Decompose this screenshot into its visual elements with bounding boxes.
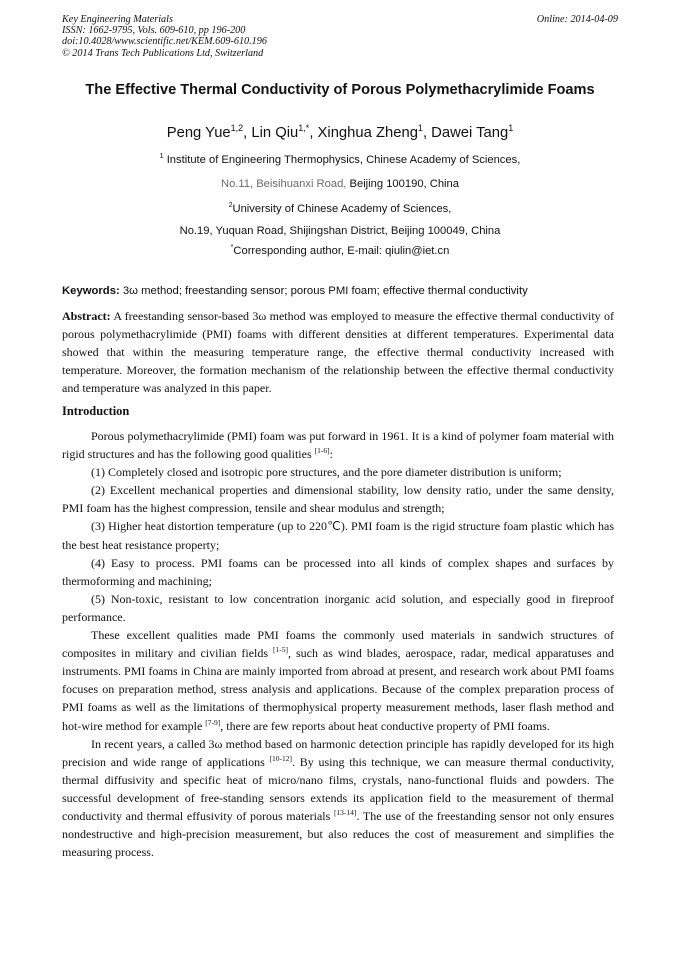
author-affiliation-mark: 1,* [298, 123, 310, 133]
affiliation-mark: 1 [159, 153, 164, 160]
citation: [7-9] [205, 717, 221, 727]
paper-title: The Effective Thermal Conductivity of Porous Polymethacrylimide Foams [85, 82, 595, 98]
author-list [62, 124, 618, 142]
journal-name: Key Engineering Materials [62, 14, 173, 25]
quality-item-2: (2) Excellent mechanical properties and dimensional stability, low density ratio, under the same density, PMI foam has the highest compression, tensile and shear modulus and strength; [62, 483, 614, 516]
author-name: Dawei Tang [431, 125, 509, 141]
doi-line: doi:10.4028/www.scientific.net/KEM.609-610.196 [62, 36, 267, 48]
affiliation-2-line-2: No.19, Yuquan Road, Shijingshan District, Beijing 100049, China [179, 225, 501, 237]
paragraph-text: Porous polymethacrylimide (PMI) foam was put forward in 1961. It is a kind of polymer foam material with rigid structures and has the following good qualities [62, 429, 614, 462]
paragraph-text: In recent years, a called 3ω method based on harmonic detection principle has rapidly developed for its high precision and wide range of applications [62, 736, 614, 769]
quality-item-4: (4) Easy to process. PMI foams can be processed into all kinds of complex shapes and surfaces by thermoforming and machining; [62, 555, 614, 588]
affiliation-city: Beijing 100190, China [346, 178, 459, 190]
author-separator: , [309, 125, 318, 141]
corresponding-text: Corresponding author, E-mail: qiulin@iet.cn [233, 245, 450, 257]
intro-paragraph-3 [62, 735, 614, 862]
author-affiliation-mark: 1,2 [230, 123, 244, 133]
affiliation-1-line-1 [62, 153, 618, 167]
author-affiliation-mark: 1 [508, 123, 514, 133]
corresponding-mark: * [230, 244, 234, 251]
keywords-text: 3ω method; freestanding sensor; porous PMI foam; effective thermal conductivity [119, 285, 528, 297]
affiliation-text: University of Chinese Academy of Sciences, [232, 203, 452, 215]
quality-item-5: (5) Non-toxic, resistant to low concentration inorganic acid solution, and especially good in fireproof performance. [62, 591, 614, 624]
keywords-line [62, 284, 618, 298]
keywords-label: Keywords: [62, 285, 120, 297]
author-name: Xinghua Zheng [317, 125, 418, 141]
issn-line: ISSN: 1662-9795, Vols. 609-610, pp 196-200 [62, 25, 246, 37]
journal-header [62, 14, 618, 59]
author-separator: , [243, 125, 252, 141]
quality-item-3: (3) Higher heat distortion temperature (up to 220℃). PMI foam is the rigid structure foam plastic which has the best heat resistance property; [62, 519, 614, 552]
author-affiliation-mark: 1 [417, 123, 423, 133]
affiliation-address: No.11, Beisihuanxi Road, [220, 178, 347, 190]
introduction-heading: Introduction [62, 404, 130, 418]
affiliation-2-line-1 [62, 202, 618, 216]
affiliation-text: Institute of Engineering Thermophysics, Chinese Academy of Sciences, [166, 154, 521, 166]
quality-item-1: (1) Completely closed and isotropic pore structures, and the pore diameter distribution is uniform; [91, 465, 562, 480]
affiliation-mark: 2 [228, 202, 233, 209]
affiliation-1-line-2 [62, 177, 618, 191]
citation: [13-14] [333, 807, 357, 817]
online-date: Online: 2014-04-09 [536, 14, 618, 25]
corresponding-author [62, 244, 618, 258]
introduction-body [62, 427, 614, 861]
author-separator: , [422, 125, 432, 141]
citation: [1-5] [273, 645, 289, 655]
abstract-text: A freestanding sensor-based 3ω method was employed to measure the effective thermal conductivity of porous polymethacrylimide (PMI) foams with different densities at different temperatures. Experimental data showed that within the measuring temperature range, the effective thermal conductivity increased with temperature. Moreover, the formation mechanism of the relationship between the effective thermal conductivity and temperature was analyzed in this paper. [62, 309, 614, 396]
author-name: Lin Qiu [251, 125, 299, 141]
copyright-line: © 2014 Trans Tech Publications Ltd, Switzerland [62, 47, 264, 59]
paragraph-text: , such as wind blades, aerospace, radar, medical apparatuses and instruments. PMI foams in China are mainly imported from abroad at present, and research work about PMI foams focuses on preparation method, stress analysis and applications. Because of the complex preparation process of PMI foams as well as the limitations of thermophysical property measurement methods, laser flash method and hot-wire method for example [62, 646, 615, 733]
paragraph-text: These excellent qualities made PMI foams the commonly used materials in sandwich structures of composites in military and civilian fields [62, 628, 614, 661]
intro-paragraph-2 [62, 626, 614, 735]
intro-paragraph-1 [62, 427, 614, 463]
paragraph-text: . The use of the freestanding sensor not only ensures nondestructive and high-precision measurement, but also reduces the cost of measurement and simplifies the measuring process. [62, 808, 615, 860]
citation: [1-6] [314, 446, 330, 456]
paragraph-text: , there are few reports about heat conductive property of PMI foams. [220, 718, 550, 733]
author-name: Peng Yue [166, 125, 231, 141]
paragraph-text: : [329, 447, 333, 462]
paragraph-text: . By using this technique, we can measure thermal conductivity, thermal diffusivity and specific heat of micro/nano films, crystals, nano-functional fluids and powders. The successful development of free-standing sensors extends its application field to the measurement of thermal conductivity and thermal effusivity of porous materials [62, 754, 614, 823]
abstract-label: Abstract: [62, 309, 111, 323]
abstract [62, 307, 614, 397]
citation: [10-12] [269, 753, 293, 763]
